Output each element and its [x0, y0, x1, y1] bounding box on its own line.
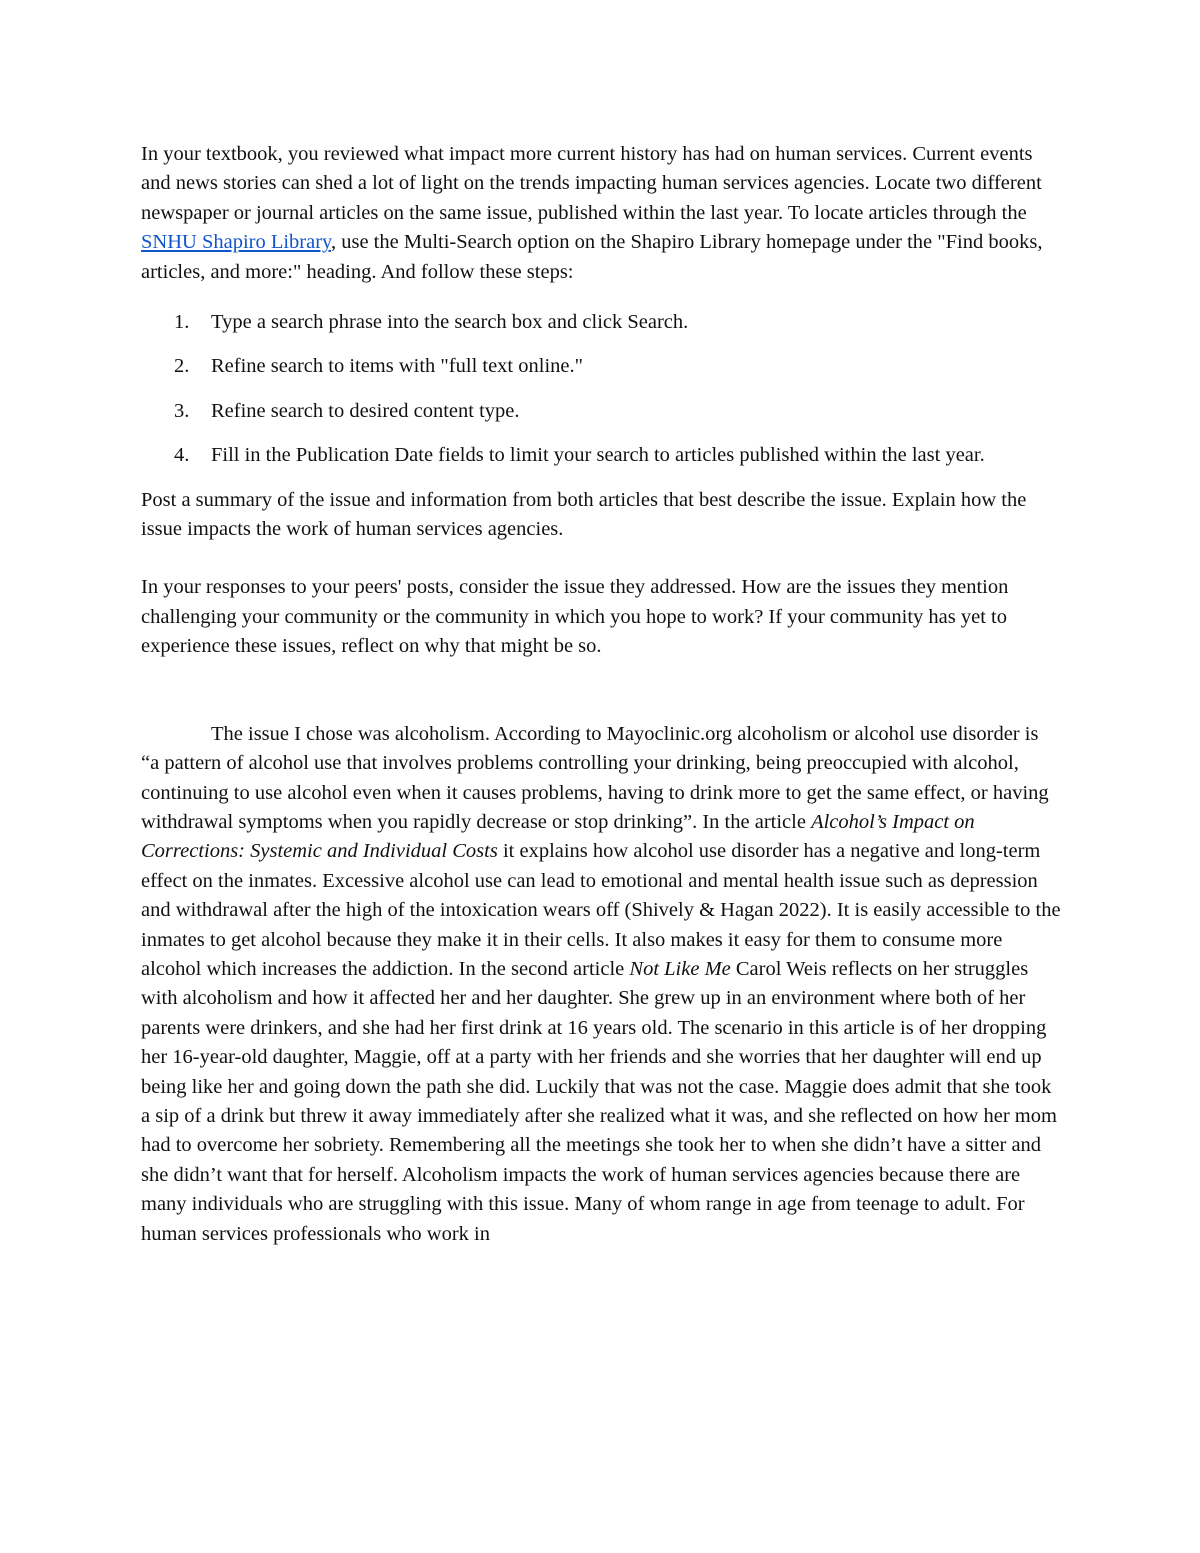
- step-text: Refine search to desired content type.: [211, 399, 520, 422]
- list-item: [141, 352, 1061, 381]
- intro-paragraph: [141, 140, 1061, 287]
- snhu-shapiro-library-link[interactable]: SNHU Shapiro Library: [141, 231, 331, 254]
- intro-text-part2: , use the Multi-Search option on the Shapiro Library homepage under the "Find books, articles, and more:" heading. And follow these steps:: [141, 231, 1043, 283]
- summary-instructions: Post a summary of the issue and information from both articles that best describe the issue. Explain how the issue impacts the work of human services agencies.: [141, 488, 1027, 541]
- essay-text-part3: Carol Weis reflects on her struggles with alcoholism and how it affected her and her daughter. She grew up in an environment where both of her parents were drinkers, and she had her first drink at 16 years old. The scenario in this article is of her dropping her 16-year-old daughter, Maggie, off at a party with her friends and she worries that her daughter will end up being like her and going down the path she did. Luckily that was not the case. Maggie does admit that she took a sip of a drink but threw it away immediately after she realized what it was, and she reflected on how her mom had to overcome her sobriety. Remembering all the meetings she took her to when she didn’t have a sitter and she didn’t want that for herself. Alcoholism impacts the work of human services agencies because there are many individuals who are struggling with this issue. Many of whom range in age from teenage to adult. For human services professionals who work in: [141, 957, 1057, 1245]
- step-number: 4.: [174, 444, 190, 467]
- essay-text-part2: it explains how alcohol use disorder has a negative and long-term effect on the inmates. Excessive alcohol use can lead to emotional and mental health issue such as depression and withdrawal after the high of the intoxication wears off (Shively & Hagan 2022). It is easily accessible to the inmates to get alcohol because they make it in their cells. It also makes it easy for them to consume more alcohol which increases the addiction. In the second article: [141, 840, 1061, 980]
- essay-text-part1: The issue I chose was alcoholism. According to Mayoclinic.org alcoholism or alcohol use disorder is “a pattern of alcohol use that involves problems controlling your drinking, being preoccupied with alcohol, continuing to use alcohol even when it causes problems, having to drink more to get the same effect, or having withdrawal symptoms when you rapidly decrease or stop drinking”. In the article: [141, 722, 1049, 833]
- list-item: [141, 441, 1061, 470]
- article-title-not-like-me: Not Like Me: [629, 957, 731, 980]
- steps-list: [141, 308, 1061, 471]
- step-number: 1.: [174, 311, 190, 334]
- list-item: [141, 308, 1061, 337]
- document-page: [141, 140, 1061, 1249]
- intro-text-part1: In your textbook, you reviewed what impact more current history has had on human services. Current events and news stories can shed a lot of light on the trends impacting human services agencies. Locate two different newspaper or journal articles on the same issue, published within the last year. To locate articles through the: [141, 143, 1042, 224]
- peer-response-instructions: In your responses to your peers' posts, consider the issue they addressed. How are the issues they mention challenging your community or the community in which you hope to work? If your community has yet to experience these issues, reflect on why that might be so.: [141, 576, 1009, 658]
- article-title-alcohol-impact: Alcohol’s Impact on Corrections: Systemic and Individual Costs: [141, 810, 975, 863]
- step-text: Fill in the Publication Date fields to limit your search to articles published within the last year.: [211, 444, 985, 467]
- step-number: 3.: [174, 399, 190, 422]
- list-item: [141, 397, 1061, 426]
- step-text: Type a search phrase into the search box and click Search.: [211, 311, 689, 334]
- step-text: Refine search to items with "full text online.": [211, 355, 583, 378]
- step-number: 2.: [174, 355, 190, 378]
- essay-paragraph: [141, 720, 1061, 1249]
